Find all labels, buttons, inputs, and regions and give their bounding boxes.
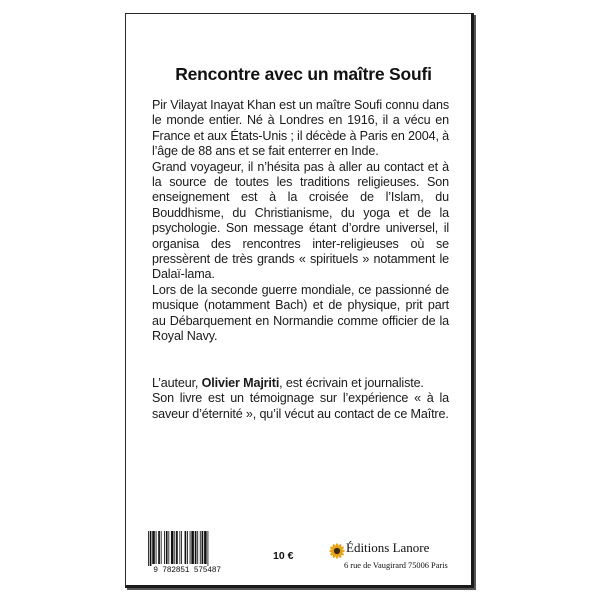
description-paragraph-3: Lors de la seconde guerre mondiale, ce passionné de musique (notamment Bach) et de physique, prit part au Débarquement en Normandie comme officier de la Royal Navy. — [152, 282, 449, 344]
barcode-bar — [171, 531, 174, 564]
barcode-bar — [179, 531, 180, 564]
description-paragraph-1: Pir Vilayat Inayat Khan est un maître Soufi connu dans le monde entier. Né à Londres en 1916, il a vécu en France et aux États-Unis ; il décède à Paris en 2004, à l’âge de 88 ans et se fait enterrer en Inde. — [152, 98, 449, 159]
author-intro: L’auteur, — [152, 376, 202, 390]
author-tail: , est écrivain et journaliste. — [279, 376, 424, 390]
publisher-address: 6 rue de Vaugirard 75006 Paris — [344, 561, 448, 570]
barcode-bar — [202, 531, 204, 564]
barcode-bar — [158, 531, 160, 564]
author-name: Olivier Majriti — [201, 376, 280, 390]
book-description — [152, 98, 449, 345]
barcode-bar — [187, 531, 188, 564]
barcode-bar — [195, 531, 197, 564]
barcode-bar — [181, 531, 182, 564]
barcode-bars — [144, 531, 230, 567]
barcode-bar — [152, 531, 155, 564]
author-paragraph-1 — [152, 376, 449, 391]
barcode-bar — [204, 531, 207, 564]
barcode-bar — [164, 531, 165, 564]
barcode-bar — [168, 531, 169, 564]
barcode-bar — [156, 531, 157, 564]
barcode-bar — [208, 531, 209, 567]
sunflower-icon — [329, 543, 345, 559]
author-section — [152, 376, 449, 422]
barcode-bar — [185, 531, 187, 564]
book-title: Rencontre avec un maître Soufi — [175, 64, 432, 84]
barcode-bar — [176, 531, 178, 564]
barcode-bar — [150, 531, 152, 567]
isbn-barcode — [144, 531, 230, 575]
barcode-bar — [200, 531, 201, 564]
barcode-bar — [148, 531, 149, 567]
description-paragraph-2: Grand voyageur, il n’hésita pas à aller au contact et à la source de toutes les traditions religieuses. Son enseignement est à la croisée de l’Islam, du Bouddhisme, du Christianisme, du yoga et de la psychologie. Son message étant d’ordre universel, il organisa des rencontres inter-religieuses où se pressèrent de très grands « spirituels » notamment le Dalaï-lama. — [152, 159, 449, 282]
barcode-bar — [161, 531, 162, 564]
barcode-bar — [166, 531, 168, 564]
barcode-bar — [190, 531, 191, 564]
isbn-digits: 9 782851 575487 — [144, 566, 230, 576]
price-label: 10 € — [273, 550, 294, 562]
barcode-bar — [174, 531, 175, 564]
publisher-name: Éditions Lanore — [346, 540, 430, 555]
author-paragraph-2: Son livre est un témoignage sur l’expérience « à la saveur d’éternité », qu’il vécut au contact de ce Maître. — [152, 391, 449, 421]
barcode-bar — [197, 531, 198, 564]
book-back-cover — [125, 13, 474, 588]
barcode-bar — [191, 531, 194, 564]
